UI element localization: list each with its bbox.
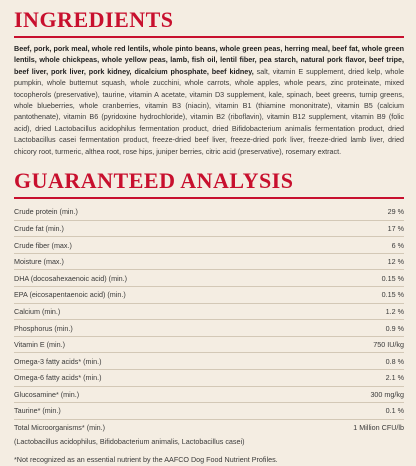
nutrient-label: Omega-6 fatty acids* (min.) — [14, 370, 283, 387]
guaranteed-analysis-heading: GUARANTEED ANALYSIS — [14, 168, 294, 194]
table-row — [14, 386, 404, 403]
ingredients-supplement-list: salt, vitamin E supplement, dried kelp, whole pumpkin, whole butternut squash, whole zucchini, whole carrots, whole apples, whole pears, zinc proteinate, mixed tocopherols (preservative), taurine, vitamin A acetate, vitamin D3 supplement, kale, spinach, beet greens, turnip greens, whole blueberries, whole cranberries, vitamin B3 (niacin), vitamin B1 (thiamine mononitrate), vitamin B5 (calcium pantothenate), vitamin B6 (pyridoxine hydrochloride), vitamin B2 (riboflavin), vitamin B12 supplement, vitamin B9 (folic acid), dried Lactobacillus acidophilus fermentation product, dried Bifidobacterium animalis fermentation product, dried Lactobacillus casei fermentation product, freeze-dried beef liver, freeze-dried pork liver, freeze-dried lamb liver, dried chicory root, turmeric, althea root, rose hips, juniper berries, citric acid (preservative), rosemary extract. — [14, 66, 404, 156]
nutrient-label: EPA (eicosapentaenoic acid) (min.) — [14, 287, 283, 304]
table-row — [14, 353, 404, 370]
nutrient-label: Phosphorus (min.) — [14, 320, 283, 337]
analysis-divider — [14, 197, 404, 199]
nutrient-value: 0.15 % — [283, 270, 404, 287]
nutrient-value: 17 % — [283, 220, 404, 237]
nutrient-label: DHA (docosahexaenoic acid) (min.) — [14, 270, 283, 287]
microorganisms-note: (Lactobacillus acidophilus, Bifidobacterium animalis, Lactobacillus casei) — [14, 437, 245, 447]
ingredients-main-list: Beef, pork, pork meal, whole red lentils, whole pinto beans, whole green peas, herring meal, beef fat, whole green lentils, whole chickpeas, whole yellow peas, lamb, fish oil, lentil fiber, pea starch, natural pork flavor, beef tripe, beef liver, pork liver, pork kidney, dicalcium phosphate, beef kidney, — [14, 44, 404, 76]
table-row — [14, 270, 404, 287]
table-row — [14, 253, 404, 270]
nutrient-value: 1.2 % — [283, 303, 404, 320]
nutrient-value: 2.1 % — [283, 370, 404, 387]
table-row — [14, 370, 404, 387]
table-row — [14, 204, 404, 220]
table-row — [14, 287, 404, 304]
guaranteed-analysis-table — [14, 204, 404, 435]
nutrient-label: Total Microorganisms* (min.) — [14, 423, 106, 433]
nutrient-label: Moisture (max.) — [14, 253, 283, 270]
nutrient-value: 29 % — [283, 204, 404, 220]
nutrient-value: 1 Million CFU/lb — [353, 423, 404, 433]
aafco-footnote: *Not recognized as an essential nutrient by the AAFCO Dog Food Nutrient Profiles. — [14, 455, 278, 465]
nutrient-value: 6 % — [283, 237, 404, 254]
nutrient-value: 12 % — [283, 253, 404, 270]
nutrient-value: 0.8 % — [283, 353, 404, 370]
nutrient-label: Glucosamine* (min.) — [14, 386, 283, 403]
ingredients-text — [14, 43, 404, 157]
nutrient-label: Crude protein (min.) — [14, 204, 283, 220]
nutrient-label: Crude fat (min.) — [14, 220, 283, 237]
nutrient-label: Omega-3 fatty acids* (min.) — [14, 353, 283, 370]
table-row — [14, 237, 404, 254]
nutrient-value: 300 mg/kg — [283, 386, 404, 403]
table-row — [14, 303, 404, 320]
nutrient-label: Vitamin E (min.) — [14, 336, 283, 353]
nutrient-value: 0.15 % — [283, 287, 404, 304]
nutrient-value: 0.9 % — [283, 320, 404, 337]
table-row-microorganisms — [14, 419, 404, 435]
table-row — [14, 336, 404, 353]
table-row — [14, 403, 404, 420]
table-row — [14, 320, 404, 337]
ingredients-divider — [14, 36, 404, 38]
nutrient-label: Taurine* (min.) — [14, 403, 283, 420]
nutrient-label: Crude fiber (max.) — [14, 237, 283, 254]
table-row — [14, 220, 404, 237]
nutrient-label: Calcium (min.) — [14, 303, 283, 320]
nutrient-value: 750 IU/kg — [283, 336, 404, 353]
nutrient-value: 0.1 % — [283, 403, 404, 420]
ingredients-heading: INGREDIENTS — [14, 7, 174, 32]
